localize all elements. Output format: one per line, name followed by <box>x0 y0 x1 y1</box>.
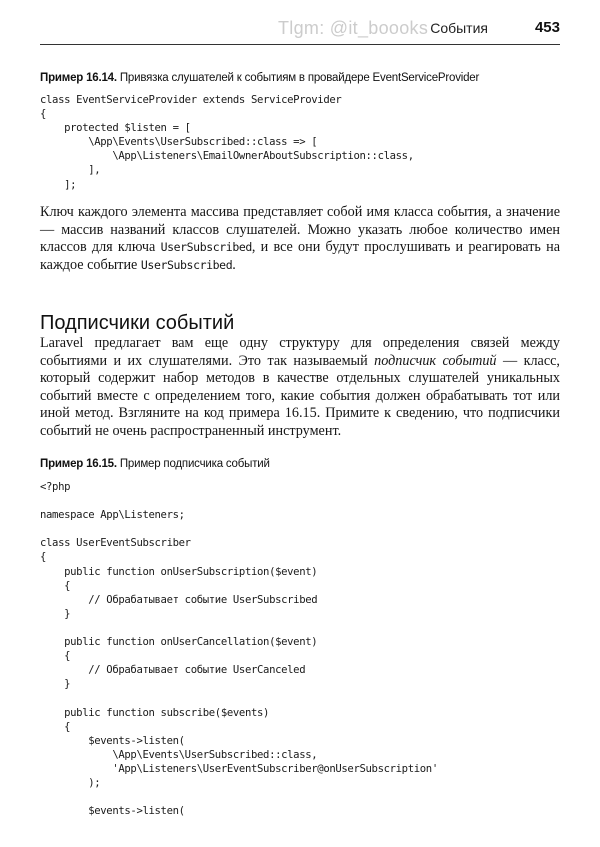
code-line <box>40 494 438 508</box>
code-line: } <box>40 607 71 620</box>
text: Laravel предлагает вам еще одну структуру для определения связей между событиями и их слушателями. Это так называемый <box>40 335 560 369</box>
code-line: } <box>40 678 71 691</box>
code-line: // Обрабатывает событие UserSubscribed <box>40 593 318 606</box>
code-listing-16-14 <box>40 93 414 192</box>
code-line: $events->listen( <box>40 805 185 818</box>
section-heading: Подписчики событий <box>40 312 235 334</box>
code-line <box>40 790 438 804</box>
code-line: <?php <box>40 481 71 493</box>
code-line: { <box>40 108 47 121</box>
text: , и все они будут прослушивать и реагировать на каждое событие <box>40 239 560 273</box>
emphasis: подписчик событий <box>374 352 497 369</box>
code-line: // Обрабатывает событие UserCanceled <box>40 664 306 677</box>
code-line: { <box>40 720 71 733</box>
code-line: public function onUserCancellation($event) <box>40 636 318 649</box>
paragraph-subscribers <box>40 335 560 441</box>
text: — класс, который содержит набор методов в качестве отдельных слушателей уникальных событий вместе с определением того, какие события должен обрабатывать тот или иной метод. Взгляните на код примера 16.15. Примите к сведению, что подписчики событий не очень распространенный инструмент. <box>40 352 560 439</box>
text: Ключ каждого элемента массива представляет собой имя класса события, а значение — массив названий классов слушателей. Можно указать любое количество имен классов для ключа <box>40 204 560 256</box>
example-title: Пример подписчика событий <box>119 458 270 470</box>
code-line: class EventServiceProvider extends ServiceProvider <box>40 94 342 106</box>
page-number: 453 <box>534 19 560 36</box>
example-caption-16-14 <box>40 72 479 84</box>
code-line: ], <box>40 164 101 177</box>
inline-code: UserSubscribed <box>140 257 233 272</box>
section-title: События <box>430 20 488 36</box>
code-line: namespace App\Listeners; <box>40 509 185 522</box>
code-listing-16-15 <box>40 480 438 818</box>
text: . <box>232 256 236 273</box>
code-line: protected $listen = [ <box>40 122 191 135</box>
code-line: { <box>40 551 47 564</box>
inline-code: UserSubscribed <box>160 240 252 255</box>
code-line: \App\Listeners\EmailOwnerAboutSubscription::class, <box>40 150 414 163</box>
example-caption-16-15 <box>40 458 270 470</box>
running-header <box>40 14 560 45</box>
example-title: Привязка слушателей к событиям в провайдере EventServiceProvider <box>119 72 480 84</box>
code-line <box>40 691 438 705</box>
code-line: public function onUserSubscription($event) <box>40 565 318 578</box>
code-line: $events->listen( <box>40 734 185 747</box>
example-label: Пример 16.15. <box>40 458 117 470</box>
code-line: 'App\Listeners\UserEventSubscriber@onUserSubscription' <box>40 762 438 775</box>
code-line: { <box>40 579 71 592</box>
code-line: \App\Events\UserSubscribed::class, <box>40 748 318 761</box>
watermark: Tlgm: @it_boooks <box>278 18 429 38</box>
code-line: ]; <box>40 178 77 191</box>
code-line: ); <box>40 776 101 789</box>
code-line: class UserEventSubscriber <box>40 537 191 550</box>
code-line <box>40 522 438 536</box>
code-line: \App\Events\UserSubscribed::class => [ <box>40 136 318 149</box>
paragraph-array-keys <box>40 204 560 274</box>
code-line: public function subscribe($events) <box>40 706 270 719</box>
example-label: Пример 16.14. <box>40 72 117 84</box>
code-line <box>40 621 438 635</box>
code-line: { <box>40 650 71 663</box>
